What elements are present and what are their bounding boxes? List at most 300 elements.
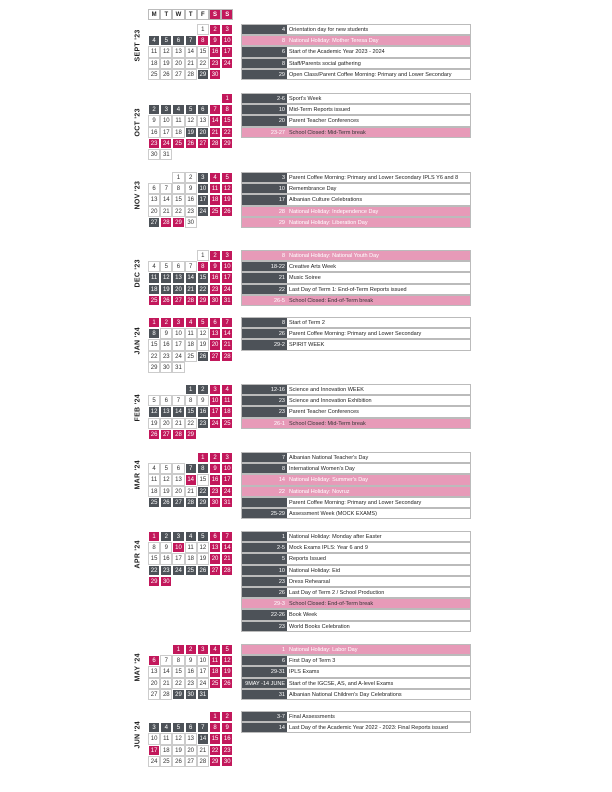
day-cell: 15 [185, 406, 197, 417]
day-cell: 29 [221, 138, 233, 149]
day-cell: 15 [148, 553, 160, 564]
month-label: JAN '24 [134, 327, 142, 355]
day-cell: 23 [160, 565, 172, 576]
event-row [241, 542, 471, 553]
empty-cell [148, 250, 160, 261]
event-text: Last Day of Term 2 / School Production [289, 589, 385, 596]
event-row [241, 93, 471, 104]
day-cell: 16 [148, 127, 160, 138]
day-cell: 28 [160, 217, 172, 228]
empty-cell [148, 711, 160, 722]
day-cell: 18 [148, 486, 160, 497]
event-date: 31 [242, 690, 287, 699]
day-cell: 20 [148, 206, 160, 217]
event-list [241, 93, 471, 138]
day-cell: 21 [209, 127, 221, 138]
day-cell: 24 [221, 486, 233, 497]
day-cell: 2 [209, 24, 221, 35]
event-date: 6 [242, 47, 287, 56]
day-cell: 3 [148, 722, 160, 733]
day-cell: 14 [185, 474, 197, 485]
day-cell: 10 [172, 328, 184, 339]
day-cell: 14 [197, 733, 209, 744]
day-cell: 20 [172, 284, 184, 295]
day-cell: 31 [197, 689, 209, 700]
event-date: 23 [242, 622, 287, 631]
day-cell: 8 [197, 261, 209, 272]
day-cell: 30 [209, 497, 221, 508]
event-row [241, 284, 471, 295]
day-cell: 21 [160, 206, 172, 217]
month-label: APR '24 [134, 540, 142, 569]
event-text: Remembrance Day [289, 186, 337, 193]
month-label: SEPT '23 [134, 29, 142, 62]
day-cell: 9 [160, 328, 172, 339]
day-cell: 14 [185, 272, 197, 283]
event-date: 4 [242, 25, 287, 34]
day-cell: 27 [209, 351, 221, 362]
day-cell: 2 [197, 384, 209, 395]
event-date: 14 [242, 723, 287, 732]
day-cell: 11 [209, 183, 221, 194]
event-text: Book Week [289, 612, 318, 619]
day-cell: 5 [172, 722, 184, 733]
day-cell: 2 [209, 250, 221, 261]
empty-cell [160, 24, 172, 35]
day-cell: 15 [197, 474, 209, 485]
day-cell: 12 [160, 474, 172, 485]
event-date: 10 [242, 184, 287, 193]
event-row [241, 272, 471, 283]
day-cell: 1 [148, 317, 160, 328]
day-cell: 23 [209, 58, 221, 69]
day-cell: 25 [172, 138, 184, 149]
day-cell: 18 [148, 58, 160, 69]
day-cell: 14 [209, 115, 221, 126]
day-cell: 6 [209, 317, 221, 328]
day-cell: 13 [209, 542, 221, 553]
event-row [241, 587, 471, 598]
day-cell: 21 [197, 745, 209, 756]
event-text: Dress Rehearsal [289, 578, 330, 585]
event-text: Reports Issued [289, 556, 326, 563]
day-cell: 7 [185, 463, 197, 474]
day-cell: 29 [148, 576, 160, 587]
event-text: National Holiday: Novruz [289, 488, 350, 495]
event-list [241, 250, 471, 306]
day-cell: 2 [148, 104, 160, 115]
event-row [241, 104, 471, 115]
event-date: 26 [242, 329, 287, 338]
event-date: 20 [242, 116, 287, 125]
day-cell: 17 [172, 553, 184, 564]
event-date: 1 [242, 532, 287, 541]
event-date: 28 [242, 207, 287, 216]
day-cell: 20 [185, 745, 197, 756]
day-cell: 21 [160, 678, 172, 689]
day-cell: 8 [197, 35, 209, 46]
day-cell: 5 [160, 261, 172, 272]
day-cell: 24 [148, 756, 160, 767]
empty-cell [172, 711, 184, 722]
day-cell: 29 [172, 217, 184, 228]
event-date: 29 [242, 218, 287, 227]
month-label: DEC '23 [134, 259, 142, 288]
event-row [241, 317, 471, 328]
day-cell: 10 [221, 35, 233, 46]
month-label: MAR '24 [134, 460, 142, 490]
weekday-label: T [160, 9, 172, 20]
day-cell: 20 [172, 58, 184, 69]
event-text: Last Day of Term 1: End-of-Term Reports issued [289, 286, 407, 293]
day-cell: 19 [160, 486, 172, 497]
day-cell: 16 [197, 406, 209, 417]
empty-cell [160, 711, 172, 722]
day-cell: 28 [197, 756, 209, 767]
empty-cell [148, 644, 160, 655]
day-cell: 12 [172, 733, 184, 744]
event-date: 22-26 [242, 610, 287, 619]
event-row [241, 58, 471, 69]
day-cell: 20 [172, 486, 184, 497]
empty-cell [209, 93, 221, 104]
day-cell: 13 [209, 328, 221, 339]
day-cell: 6 [160, 395, 172, 406]
event-date: 29-2 [242, 340, 287, 349]
day-cell: 24 [197, 678, 209, 689]
event-text: International Women's Day [289, 466, 355, 473]
day-cell: 28 [185, 295, 197, 306]
day-cell: 9 [185, 183, 197, 194]
event-date: 26-5 [242, 296, 287, 305]
event-date [242, 498, 287, 507]
event-row [241, 711, 471, 722]
event-date: 12-16 [242, 385, 287, 394]
day-cell: 14 [172, 406, 184, 417]
day-cell: 4 [185, 317, 197, 328]
event-date: 23 [242, 396, 287, 405]
event-text: SPIRIT WEEK [289, 342, 325, 349]
day-cell: 27 [148, 217, 160, 228]
empty-cell [148, 384, 160, 395]
event-text: Science and Innovation Exhibition [289, 398, 372, 405]
event-text: School Closed: Mid-Term break [289, 129, 366, 136]
day-cell: 8 [148, 328, 160, 339]
event-date: 7 [242, 453, 287, 462]
day-cell: 8 [209, 722, 221, 733]
day-cell: 9 [160, 542, 172, 553]
day-cell: 24 [172, 565, 184, 576]
event-date: 14 [242, 475, 287, 484]
event-row [241, 452, 471, 463]
day-cell: 11 [148, 46, 160, 57]
day-cell: 6 [148, 655, 160, 666]
day-cell: 11 [209, 655, 221, 666]
month-grid [148, 452, 233, 508]
day-cell: 28 [172, 429, 184, 440]
event-row [241, 655, 471, 666]
event-text: Albanian National Children's Day Celebrations [289, 691, 402, 698]
event-text: Albanian National Teacher's Day [289, 455, 369, 461]
day-cell: 1 [197, 452, 209, 463]
event-row [241, 531, 471, 542]
event-text: National Holiday: Summer's Day [289, 477, 368, 484]
event-row [241, 46, 471, 57]
event-text: Start of Term 2 [289, 320, 325, 326]
day-cell: 8 [197, 463, 209, 474]
day-cell: 26 [197, 565, 209, 576]
empty-cell [160, 644, 172, 655]
event-text: School Closed: End-of-Term break [289, 601, 374, 608]
day-cell: 16 [209, 272, 221, 283]
month-label: JUN '24 [134, 721, 142, 749]
day-cell: 13 [172, 46, 184, 57]
day-cell: 1 [197, 24, 209, 35]
event-date: 3 [242, 173, 287, 182]
day-cell: 11 [148, 272, 160, 283]
day-cell: 21 [221, 553, 233, 564]
day-cell: 19 [160, 284, 172, 295]
day-cell: 7 [185, 261, 197, 272]
day-cell: 1 [209, 711, 221, 722]
day-cell: 7 [197, 722, 209, 733]
day-cell: 24 [172, 351, 184, 362]
day-cell: 4 [185, 531, 197, 542]
event-list [241, 711, 471, 733]
empty-cell [160, 452, 172, 463]
day-cell: 19 [160, 58, 172, 69]
day-cell: 28 [221, 351, 233, 362]
empty-cell [148, 172, 160, 183]
event-text: Science and Innovation WEEK [289, 387, 364, 393]
day-cell: 22 [172, 678, 184, 689]
day-cell: 25 [221, 418, 233, 429]
day-cell: 14 [160, 194, 172, 205]
day-cell: 15 [172, 194, 184, 205]
month-grid [148, 172, 233, 228]
day-cell: 5 [221, 644, 233, 655]
day-cell: 15 [221, 115, 233, 126]
day-cell: 4 [148, 463, 160, 474]
day-cell: 25 [148, 497, 160, 508]
day-cell: 5 [160, 35, 172, 46]
event-text: Orientation day for new students [289, 27, 369, 33]
day-cell: 16 [221, 733, 233, 744]
day-cell: 21 [172, 418, 184, 429]
day-cell: 10 [221, 261, 233, 272]
event-row [241, 217, 471, 228]
event-list [241, 452, 471, 519]
day-cell: 14 [185, 46, 197, 57]
day-cell: 26 [160, 69, 172, 80]
day-cell: 17 [160, 127, 172, 138]
event-row [241, 35, 471, 46]
event-text: Start of the IGCSE, AS, and A-level Exams [289, 680, 394, 687]
empty-cell [172, 250, 184, 261]
day-cell: 3 [221, 452, 233, 463]
day-cell: 29 [209, 756, 221, 767]
day-cell: 11 [185, 328, 197, 339]
day-cell: 9 [209, 463, 221, 474]
day-cell: 18 [185, 339, 197, 350]
event-date: 8 [242, 59, 287, 68]
event-text: World Books Celebration [289, 623, 350, 630]
event-date: 29 [242, 70, 287, 79]
day-cell: 19 [148, 418, 160, 429]
day-cell: 7 [209, 104, 221, 115]
day-cell: 30 [160, 576, 172, 587]
day-cell: 15 [172, 666, 184, 677]
day-cell: 10 [221, 463, 233, 474]
day-cell: 4 [148, 261, 160, 272]
empty-cell [148, 24, 160, 35]
event-text: Parent Coffee Morning: Primary and Lower Secondary [289, 499, 422, 506]
event-date: 8 [242, 251, 287, 260]
day-cell: 17 [209, 406, 221, 417]
day-cell: 26 [221, 678, 233, 689]
event-text: Creative Arts Week [289, 264, 336, 271]
day-cell: 27 [172, 497, 184, 508]
event-text: National Holiday: National Youth Day [289, 253, 379, 259]
day-cell: 3 [172, 317, 184, 328]
day-cell: 6 [148, 183, 160, 194]
month-grid [148, 93, 233, 160]
event-date: 10 [242, 105, 287, 114]
month-label: MAY '24 [134, 653, 142, 682]
day-cell: 8 [172, 655, 184, 666]
event-row [241, 194, 471, 205]
event-text: Parent Coffee Morning: Primary and Lower Secondary [289, 331, 422, 338]
weekday-label: F [197, 9, 209, 20]
event-text: Mock Exams IPLS: Year 6 and 9 [289, 545, 368, 552]
event-text: National Holiday: Independence Day [289, 208, 379, 215]
day-cell: 24 [197, 206, 209, 217]
event-row [241, 722, 471, 733]
event-date: 8 [242, 36, 287, 45]
day-cell: 28 [185, 69, 197, 80]
day-cell: 17 [197, 194, 209, 205]
event-row [241, 339, 471, 350]
day-cell: 18 [209, 194, 221, 205]
event-date: 29-3 [242, 599, 287, 608]
day-cell: 14 [221, 328, 233, 339]
day-cell: 13 [160, 406, 172, 417]
weekday-header [148, 9, 233, 20]
event-date: 8 [242, 464, 287, 473]
event-row [241, 666, 471, 677]
event-text: Assessment Week (MOCK EXAMS) [289, 510, 377, 517]
event-text: Parent Teacher Conferences [289, 118, 359, 125]
event-text: Parent Teacher Conferences [289, 409, 359, 416]
day-cell: 5 [221, 172, 233, 183]
day-cell: 21 [185, 58, 197, 69]
day-cell: 2 [185, 644, 197, 655]
day-cell: 26 [197, 351, 209, 362]
day-cell: 13 [172, 272, 184, 283]
day-cell: 6 [209, 531, 221, 542]
day-cell: 19 [185, 127, 197, 138]
event-text: IPLS Exams [289, 669, 320, 676]
event-row [241, 24, 471, 35]
empty-cell [172, 24, 184, 35]
day-cell: 18 [221, 406, 233, 417]
day-cell: 4 [148, 35, 160, 46]
event-list [241, 384, 471, 429]
event-row [241, 486, 471, 497]
day-cell: 29 [172, 689, 184, 700]
day-cell: 19 [221, 666, 233, 677]
event-row [241, 508, 471, 519]
day-cell: 24 [221, 284, 233, 295]
day-cell: 9 [221, 722, 233, 733]
event-date: 22 [242, 285, 287, 294]
event-list [241, 172, 471, 228]
day-cell: 20 [209, 553, 221, 564]
day-cell: 24 [160, 138, 172, 149]
event-text: Last Day of the Academic Year 2022 - 2023: Final Reports issued [289, 725, 448, 732]
weekday-label: S [209, 9, 221, 20]
day-cell: 16 [209, 474, 221, 485]
event-row [241, 678, 471, 689]
day-cell: 23 [185, 206, 197, 217]
day-cell: 18 [209, 666, 221, 677]
day-cell: 11 [185, 542, 197, 553]
day-cell: 22 [221, 127, 233, 138]
day-cell: 10 [148, 733, 160, 744]
day-cell: 5 [160, 463, 172, 474]
day-cell: 11 [160, 733, 172, 744]
day-cell: 4 [209, 644, 221, 655]
day-cell: 16 [160, 553, 172, 564]
day-cell: 30 [185, 689, 197, 700]
day-cell: 6 [172, 261, 184, 272]
event-date: 25-29 [242, 509, 287, 518]
day-cell: 25 [209, 206, 221, 217]
day-cell: 18 [148, 284, 160, 295]
day-cell: 26 [148, 429, 160, 440]
day-cell: 27 [160, 429, 172, 440]
day-cell: 29 [148, 362, 160, 373]
day-cell: 7 [160, 183, 172, 194]
day-cell: 20 [209, 339, 221, 350]
event-list [241, 317, 471, 351]
day-cell: 16 [160, 339, 172, 350]
day-cell: 30 [148, 149, 160, 160]
day-cell: 3 [221, 24, 233, 35]
weekday-label: T [185, 9, 197, 20]
day-cell: 22 [197, 58, 209, 69]
day-cell: 11 [221, 395, 233, 406]
day-cell: 3 [160, 104, 172, 115]
day-cell: 15 [197, 46, 209, 57]
event-date: 2-5 [242, 543, 287, 552]
empty-cell [197, 93, 209, 104]
day-cell: 9 [148, 115, 160, 126]
day-cell: 30 [160, 362, 172, 373]
empty-cell [148, 452, 160, 463]
event-row [241, 644, 471, 655]
day-cell: 9 [185, 655, 197, 666]
day-cell: 12 [197, 542, 209, 553]
empty-cell [185, 250, 197, 261]
day-cell: 31 [221, 497, 233, 508]
event-text: Mid-Term Reports issued [289, 107, 351, 114]
event-row [241, 689, 471, 700]
event-date: 23 [242, 407, 287, 416]
empty-cell [160, 250, 172, 261]
event-row [241, 172, 471, 183]
event-date: 9MAY -14 JUNE [242, 679, 287, 688]
